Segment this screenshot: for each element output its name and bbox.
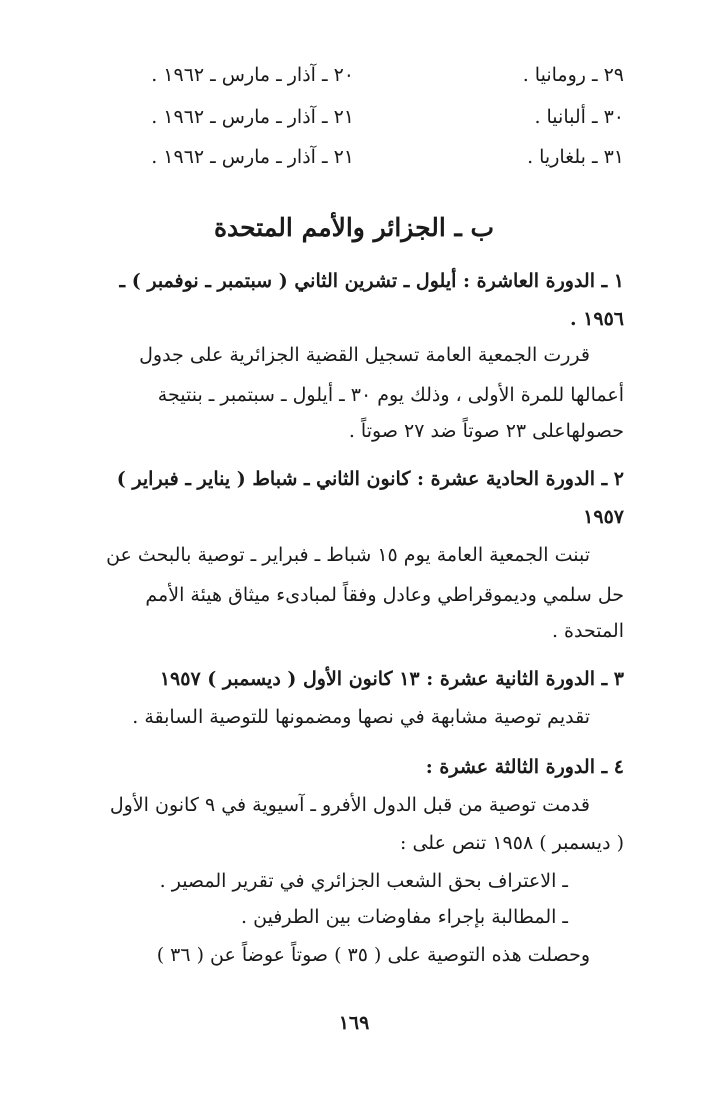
list-item (112, 106, 624, 140)
paragraph-line: ( ديسمبر ) ١٩٥٨ تنص على : (400, 832, 624, 854)
list-date: ٢٠ ـ آذار ـ مارس ـ ١٩٦٢ . (151, 64, 354, 86)
session-heading: ٢ ـ الدورة الحادية عشرة : كانون الثاني ـ شباط ( يناير ـ فبراير ) (116, 468, 624, 490)
paragraph-line: حصولهاعلى ٢٣ صوتاً ضد ٢٧ صوتاً . (348, 420, 624, 442)
paragraph-line: أعمالها للمرة الأولى ، وذلك يوم ٣٠ ـ أيلول ـ سبتمبر ـ بنتيجة (157, 384, 624, 406)
paragraph-line: وحصلت هذه التوصية على ( ٣٥ ) صوتاً عوضاً عن ( ٣٦ ) (156, 944, 590, 966)
list-item (112, 146, 624, 180)
list-item (112, 64, 624, 98)
bullet-item: ـ الاعتراف بحق الشعب الجزائري في تقرير المصير . (159, 870, 568, 892)
session-heading: ٣ ـ الدورة الثانية عشرة : ١٣ كانون الأول ( ديسمبر ) ١٩٥٧ (159, 668, 624, 690)
paragraph-line: المتحدة . (551, 620, 624, 642)
paragraph-line: قررت الجمعية العامة تسجيل القضية الجزائرية على جدول (139, 344, 590, 366)
session-heading: ١ ـ الدورة العاشرة : أيلول ـ تشرين الثاني ( سبتمبر ـ نوفمبر ) ـ (119, 270, 624, 292)
paragraph-line: تقديم توصية مشابهة في نصها ومضمونها للتوصية السابقة . (132, 706, 590, 728)
session-heading: ٤ ـ الدورة الثالثة عشرة : (425, 756, 624, 778)
bullet-item: ـ المطالبة بإجراء مفاوضات بين الطرفين . (241, 906, 568, 928)
list-country: ٢٩ ـ رومانيا . (522, 64, 624, 86)
list-country: ٣١ ـ بلغاريا . (527, 146, 624, 168)
page-number: ١٦٩ (338, 1012, 370, 1034)
session-heading-continued: ١٩٥٧ (583, 506, 624, 528)
paragraph-line: قدمت توصية من قبل الدول الأفرو ـ آسيوية في ٩ كانون الأول (109, 794, 590, 816)
session-heading-continued: ١٩٥٦ . (569, 308, 624, 330)
paragraph-line: تبنت الجمعية العامة يوم ١٥ شباط ـ فبراير ـ توصية بالبحث عن (106, 544, 590, 566)
list-country: ٣٠ ـ ألبانيا . (534, 106, 624, 128)
list-date: ٢١ ـ آذار ـ مارس ـ ١٩٦٢ . (151, 106, 354, 128)
section-title: ب ـ الجزائر والأمم المتحدة (213, 213, 495, 242)
paragraph-line: حل سلمي وديموقراطي وعادل وفقاً لمبادىء ميثاق هيئة الأمم (145, 584, 624, 606)
list-date: ٢١ ـ آذار ـ مارس ـ ١٩٦٢ . (151, 146, 354, 168)
